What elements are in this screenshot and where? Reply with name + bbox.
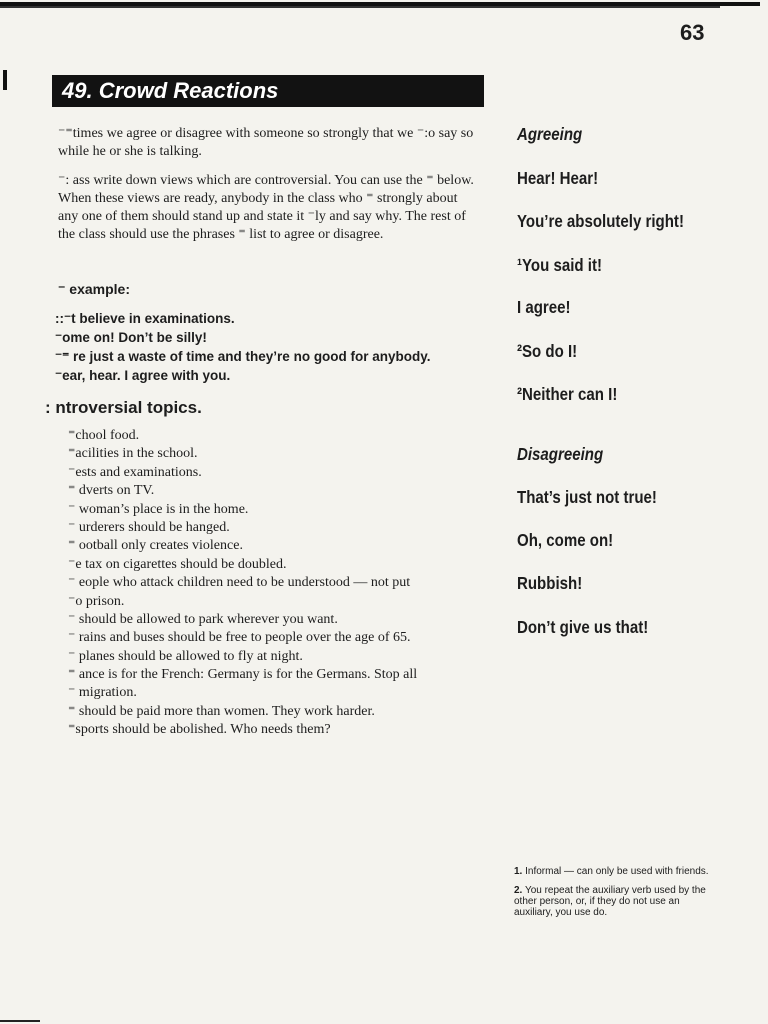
topic-item: ⁻ rains and buses should be free to people over the age of 65. [68, 630, 411, 646]
agreeing-phrase: Hear! Hear! [517, 168, 599, 188]
topic-item: ⁼chool food. [68, 428, 140, 443]
example-line: ⁻ear, hear. I agree with you. [55, 368, 231, 383]
intro-paragraph-1: ⁻⁼times we agree or disagree with someone so strongly that we ⁻:o say so while he or she is talking. [58, 126, 474, 159]
disagreeing-heading: Disagreeing [517, 444, 604, 464]
footnote-text: Informal — can only be used with friends. [525, 866, 709, 877]
footnote-2 [514, 885, 710, 918]
disagreeing-phrase: That’s just not true! [517, 487, 657, 507]
agreeing-phrase: I agree! [517, 297, 571, 317]
footnote-number: 1. [514, 866, 523, 877]
topic-item: ⁻e tax on cigarettes should be doubled. [68, 556, 287, 572]
topic-item: ⁻ woman’s place is in the home. [68, 501, 249, 517]
disagreeing-phrase: Oh, come on! [517, 530, 614, 550]
topic-item: ⁼ ance is for the French: Germany is for the Germans. Stop all [68, 667, 418, 683]
topic-item: ⁻o prison. [68, 593, 125, 609]
intro-paragraph-2: ⁻: ass write down views which are controversial. You can use the ⁼ below. When these views are ready, anybody in the class who ⁼ strongly about any one of them should stand up and state it ⁻ly and say why. The rest of the class should use the phrases ⁼ list to agree or disagree. [58, 173, 474, 242]
disagreeing-phrase: Don’t give us that! [517, 617, 649, 637]
topics-list [68, 427, 488, 740]
topic-item: ⁼acilities in the school. [68, 446, 198, 462]
topic-item: ⁻ planes should be allowed to fly at night. [68, 648, 303, 664]
section-title-banner: 49. Crowd Reactions [52, 75, 484, 107]
agreeing-phrase: ²So do I! [517, 341, 578, 361]
margin-mark [3, 70, 7, 90]
agreeing-heading: Agreeing [517, 124, 583, 144]
footnote-number: 2. [514, 885, 523, 896]
example-line: ⁻ome on! Don’t be silly! [55, 330, 207, 345]
disagreeing-phrase: Rubbish! [517, 573, 583, 593]
topic-item: ⁼ dverts on TV. [68, 483, 155, 499]
topic-item: ⁼sports should be abolished. Who needs them? [68, 722, 331, 738]
topic-item: ⁻ests and examinations. [68, 464, 202, 480]
agreeing-phrase: ²Neither can I! [517, 384, 618, 404]
topic-item: ⁼ should be paid more than women. They work harder. [68, 703, 375, 719]
topic-item: ⁻ should be allowed to park wherever you want. [68, 611, 338, 627]
example-line: ⁻⁼ re just a waste of time and they’re no good for anybody. [55, 349, 431, 364]
top-rule-secondary [0, 6, 720, 8]
topics-heading: : ntroversial topics. [45, 398, 202, 417]
topic-item: ⁻ migration. [68, 685, 137, 701]
footnote-1 [514, 866, 710, 877]
topic-item: ⁼ ootball only creates violence. [68, 538, 243, 554]
example-label: ⁻ example: [58, 281, 130, 297]
bottom-mark [0, 1020, 40, 1022]
agreeing-phrase: ¹You said it! [517, 255, 603, 275]
topic-item: ⁻ urderers should be hanged. [68, 519, 230, 535]
footnote-text: You repeat the auxiliary verb used by the other person, or, if they do not use an auxiliary, you use do. [514, 885, 706, 918]
topic-item: ⁻ eople who attack children need to be understood — not put [68, 575, 411, 591]
agreeing-phrase: You’re absolutely right! [517, 211, 684, 231]
footnotes [514, 866, 710, 926]
example-dialogue [55, 309, 485, 385]
example-line: ::⁻t believe in examinations. [55, 311, 235, 326]
page-number: 63 [680, 20, 705, 45]
